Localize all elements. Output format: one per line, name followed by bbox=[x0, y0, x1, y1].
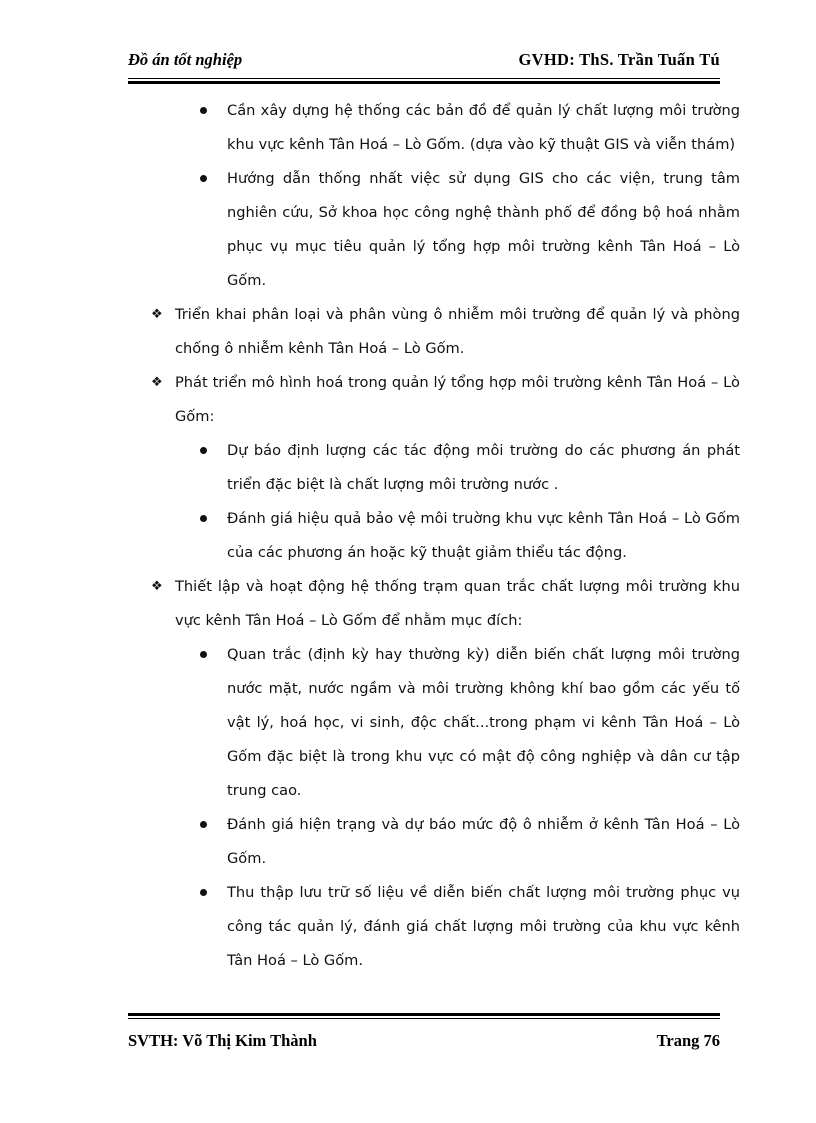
round-bullet-icon bbox=[200, 889, 207, 896]
item-text: Dự báo định lượng các tác động môi trường do các phương án phát triển đặc biệt là chất lượng môi trường nước . bbox=[227, 442, 740, 493]
sub-bullet-item bbox=[227, 638, 740, 808]
item-text: Thu thập lưu trữ số liệu về diễn biến chất lượng môi trường phục vụ công tác quản lý, đánh giá chất lượng môi trường của khu vực kênh Tân Hoá – Lò Gốm. bbox=[227, 884, 740, 969]
header-rule-thick bbox=[128, 81, 720, 84]
round-bullet-icon bbox=[200, 821, 207, 828]
sub-bullet-item bbox=[227, 94, 740, 162]
round-bullet-icon bbox=[200, 447, 207, 454]
body-content bbox=[150, 94, 740, 978]
section-bullet-item bbox=[150, 366, 740, 434]
footer-student: SVTH: Võ Thị Kim Thành bbox=[128, 1031, 317, 1050]
header-advisor: GVHD: ThS. Trần Tuấn Tú bbox=[518, 50, 720, 69]
diamond-bullet-icon: ❖ bbox=[151, 375, 163, 390]
round-bullet-icon bbox=[200, 515, 207, 522]
page-number: Trang 76 bbox=[656, 1031, 720, 1050]
section-bullet-item bbox=[150, 570, 740, 638]
sub-bullet-item bbox=[227, 876, 740, 978]
sub-bullet-item bbox=[227, 502, 740, 570]
item-text: Triển khai phân loại và phân vùng ô nhiễm môi trường để quản lý và phòng chống ô nhiễm kênh Tân Hoá – Lò Gốm. bbox=[175, 306, 740, 357]
sub-bullet-item bbox=[227, 808, 740, 876]
item-text: Hướng dẫn thống nhất việc sử dụng GIS cho các viện, trung tâm nghiên cứu, Sở khoa học công nghệ thành phố để đồng bộ hoá nhằm phục vụ mục tiêu quản lý tổng hợp môi trường kênh Tân Hoá – Lò Gốm. bbox=[227, 170, 740, 289]
page-header bbox=[128, 50, 720, 72]
diamond-bullet-icon: ❖ bbox=[151, 579, 163, 594]
sub-bullet-item bbox=[227, 162, 740, 298]
header-title: Đồ án tốt nghiệp bbox=[128, 50, 243, 69]
round-bullet-icon bbox=[200, 651, 207, 658]
sub-bullet-item bbox=[227, 434, 740, 502]
item-text: Thiết lập và hoạt động hệ thống trạm quan trắc chất lượng môi trường khu vực kênh Tân Hoá – Lò Gốm để nhằm mục đích: bbox=[175, 578, 740, 629]
page-footer bbox=[128, 1031, 720, 1053]
round-bullet-icon bbox=[200, 175, 207, 182]
footer-rule-thick bbox=[128, 1013, 720, 1016]
header-rule-thin bbox=[128, 78, 720, 79]
item-text: Phát triển mô hình hoá trong quản lý tổng hợp môi trường kênh Tân Hoá – Lò Gốm: bbox=[175, 374, 740, 425]
item-text: Quan trắc (định kỳ hay thường kỳ) diễn biến chất lượng môi trường nước mặt, nước ngầm và môi trường không khí bao gồm các yếu tố vật lý, hoá học, vi sinh, độc chất...trong phạm vi kênh Tân Hoá – Lò Gốm đặc biệt là trong khu vực có mật độ công nghiệp và dân cư tập trung cao. bbox=[227, 646, 740, 799]
footer-rule-thin bbox=[128, 1018, 720, 1019]
round-bullet-icon bbox=[200, 107, 207, 114]
item-text: Đánh giá hiện trạng và dự báo mức độ ô nhiễm ở kênh Tân Hoá – Lò Gốm. bbox=[227, 816, 740, 867]
diamond-bullet-icon: ❖ bbox=[151, 307, 163, 322]
item-text: Cần xây dựng hệ thống các bản đồ để quản lý chất lượng môi trường khu vực kênh Tân Hoá – Lò Gốm. (dựa vào kỹ thuật GIS và viễn thám) bbox=[227, 102, 740, 153]
item-text: Đánh giá hiệu quả bảo vệ môi truờng khu vực kênh Tân Hoá – Lò Gốm của các phương án hoặc kỹ thuật giảm thiểu tác động. bbox=[227, 510, 740, 561]
section-bullet-item bbox=[150, 298, 740, 366]
